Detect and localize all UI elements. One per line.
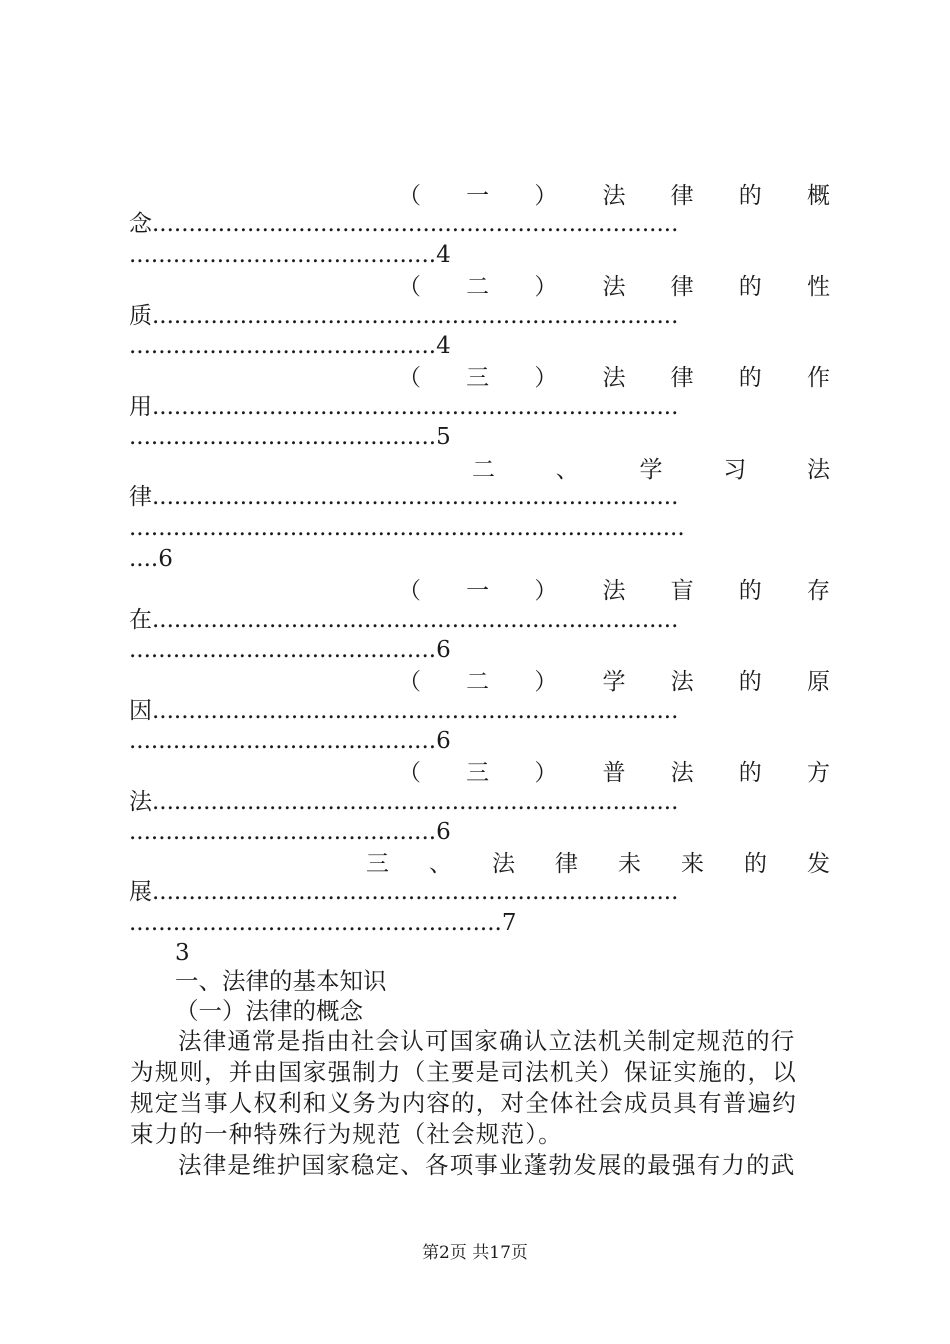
toc-page-line — [129, 908, 517, 938]
toc-char: 律 — [670, 182, 694, 209]
toc-page-line — [129, 331, 451, 361]
toc-char: 法 — [602, 182, 626, 209]
toc-char: 未 — [618, 850, 641, 877]
toc-char: ） — [534, 273, 558, 300]
toc-char: ） — [534, 364, 558, 391]
toc-heading-line — [398, 664, 830, 694]
stray-page-number: 3 — [175, 940, 190, 966]
toc-char: 法 — [492, 850, 515, 877]
toc-char: 学 — [602, 668, 626, 695]
toc-char: 来 — [681, 850, 704, 877]
toc-char: 二 — [466, 273, 490, 300]
toc-page-number: 4 — [436, 242, 451, 268]
toc-lead-line — [129, 482, 830, 512]
toc-lead-char: 法 — [129, 789, 152, 815]
toc-char: （ — [398, 182, 421, 209]
toc-leader-dots: ................................................... — [129, 910, 502, 936]
toc-char: ） — [534, 759, 558, 786]
toc-char: 性 — [806, 273, 830, 300]
toc-char: （ — [398, 577, 421, 604]
toc-char: 法 — [670, 759, 694, 786]
toc-heading-line — [398, 178, 830, 208]
toc-char: 、 — [555, 456, 579, 483]
toc-leader-dots: ........................................................................ — [152, 394, 679, 420]
toc-char: 三 — [466, 759, 490, 786]
toc-char: （ — [398, 273, 421, 300]
toc-heading-line — [398, 755, 830, 785]
toc-page-number: 6 — [436, 819, 451, 845]
toc-leader-dots: .......................................... — [129, 424, 437, 450]
toc-page-number: 7 — [501, 910, 517, 936]
toc-char: 概 — [806, 182, 830, 209]
toc-char: 律 — [670, 364, 694, 391]
toc-char: 发 — [807, 850, 830, 877]
toc-leader-dots: ........................................................................ — [152, 879, 679, 905]
toc-char: （ — [398, 759, 421, 786]
toc-leader-dots: .......................................... — [129, 333, 437, 359]
toc-char: 存 — [806, 577, 830, 604]
toc-page-number: 6 — [158, 546, 173, 572]
toc-leader-dots: ........................................................................ — [152, 607, 679, 633]
toc-lead-char: 在 — [129, 607, 152, 633]
toc-leader-dots: .... — [129, 546, 159, 572]
toc-lead-line — [129, 787, 830, 817]
toc-char: ） — [534, 182, 558, 209]
toc-lead-line — [129, 301, 830, 331]
toc-char: 二 — [466, 668, 490, 695]
toc-lead-char: 用 — [129, 394, 152, 420]
toc-lead-line — [129, 605, 830, 635]
toc-page-number: 6 — [436, 637, 451, 663]
toc-char: 习 — [723, 456, 747, 483]
toc-page-line — [129, 726, 451, 756]
toc-char: 二 — [472, 456, 495, 483]
toc-lead-line — [129, 696, 830, 726]
toc-leader-dots: ........................................................................ — [152, 211, 679, 237]
toc-lead-char: 展 — [129, 879, 152, 905]
toc-char: 律 — [555, 850, 578, 877]
toc-char: 、 — [429, 850, 452, 877]
toc-char: 的 — [738, 759, 762, 786]
toc-char: 学 — [639, 456, 663, 483]
toc-heading-line — [398, 360, 830, 390]
toc-char: 的 — [738, 668, 762, 695]
toc-heading-line — [398, 269, 830, 299]
toc-leader-dots: ........................................................................ — [152, 484, 679, 510]
toc-heading-line — [366, 846, 830, 876]
toc-page-line — [129, 240, 451, 270]
toc-char: 三 — [366, 850, 389, 877]
toc-char: （ — [398, 364, 421, 391]
toc-page-line — [129, 817, 451, 847]
toc-char: 法 — [807, 456, 830, 483]
toc-char: 三 — [466, 364, 490, 391]
page-footer: 第2页 共17页 — [422, 1243, 528, 1263]
toc-char: 原 — [806, 668, 830, 695]
toc-lead-char: 质 — [129, 303, 152, 329]
toc-lead-char: 念 — [129, 211, 152, 237]
paragraph-line: 为规则，并由国家强制力（主要是司法机关）保证实施的，以 — [130, 1058, 797, 1086]
toc-lead-line — [129, 877, 830, 907]
toc-char: 的 — [738, 273, 762, 300]
toc-lead-line — [129, 513, 830, 543]
toc-page-line — [129, 544, 173, 574]
toc-lead-char: 律 — [129, 484, 152, 510]
paragraph-line: 规定当事人权利和义务为内容的，对全体社会成员具有普遍约 — [130, 1089, 797, 1117]
toc-char: 一 — [466, 182, 490, 209]
toc-leader-dots: .......................................... — [129, 728, 437, 754]
paragraph-line: 法律通常是指由社会认可国家确认立法机关制定规范的行 — [178, 1027, 796, 1055]
toc-char: 作 — [806, 364, 830, 391]
toc-char: 律 — [670, 273, 694, 300]
toc-leader-dots: ........................................................................ — [152, 698, 679, 724]
toc-page-line — [129, 422, 451, 452]
toc-lead-char: 因 — [129, 698, 152, 724]
toc-leader-dots: ........................................................................ — [152, 789, 679, 815]
subsection-title: （一）法律的概念 — [175, 997, 363, 1025]
paragraph-line: 束力的一种特殊行为规范（社会规范）。 — [130, 1120, 563, 1148]
toc-char: 法 — [602, 364, 626, 391]
toc-heading-line — [398, 573, 830, 603]
toc-char: 的 — [738, 577, 762, 604]
toc-page-line — [129, 635, 451, 665]
toc-leader-dots: ........................................................................ — [152, 303, 679, 329]
toc-heading-line — [472, 452, 830, 482]
toc-char: 普 — [602, 759, 626, 786]
toc-char: ） — [534, 577, 558, 604]
toc-char: 盲 — [670, 577, 694, 604]
toc-char: 方 — [806, 759, 830, 786]
toc-char: 法 — [602, 577, 626, 604]
paragraph-line: 法律是维护国家稳定、各项事业蓬勃发展的最强有力的武 — [178, 1151, 796, 1179]
toc-char: 的 — [744, 850, 767, 877]
toc-lead-line — [129, 392, 830, 422]
section-title: 一、法律的基本知识 — [175, 967, 387, 995]
toc-char: 的 — [738, 364, 762, 391]
toc-leader-dots: ............................................................................ — [129, 515, 685, 541]
toc-char: 的 — [738, 182, 762, 209]
toc-char: 一 — [466, 577, 490, 604]
toc-page-number: 4 — [436, 333, 451, 359]
toc-char: （ — [398, 668, 421, 695]
toc-char: ） — [534, 668, 558, 695]
toc-page-number: 6 — [436, 728, 451, 754]
toc-leader-dots: .......................................... — [129, 242, 437, 268]
toc-leader-dots: .......................................... — [129, 637, 437, 663]
toc-lead-line — [129, 209, 830, 239]
toc-page-number: 5 — [436, 424, 451, 450]
toc-char: 法 — [670, 668, 694, 695]
toc-char: 法 — [602, 273, 626, 300]
toc-leader-dots: .......................................... — [129, 819, 437, 845]
